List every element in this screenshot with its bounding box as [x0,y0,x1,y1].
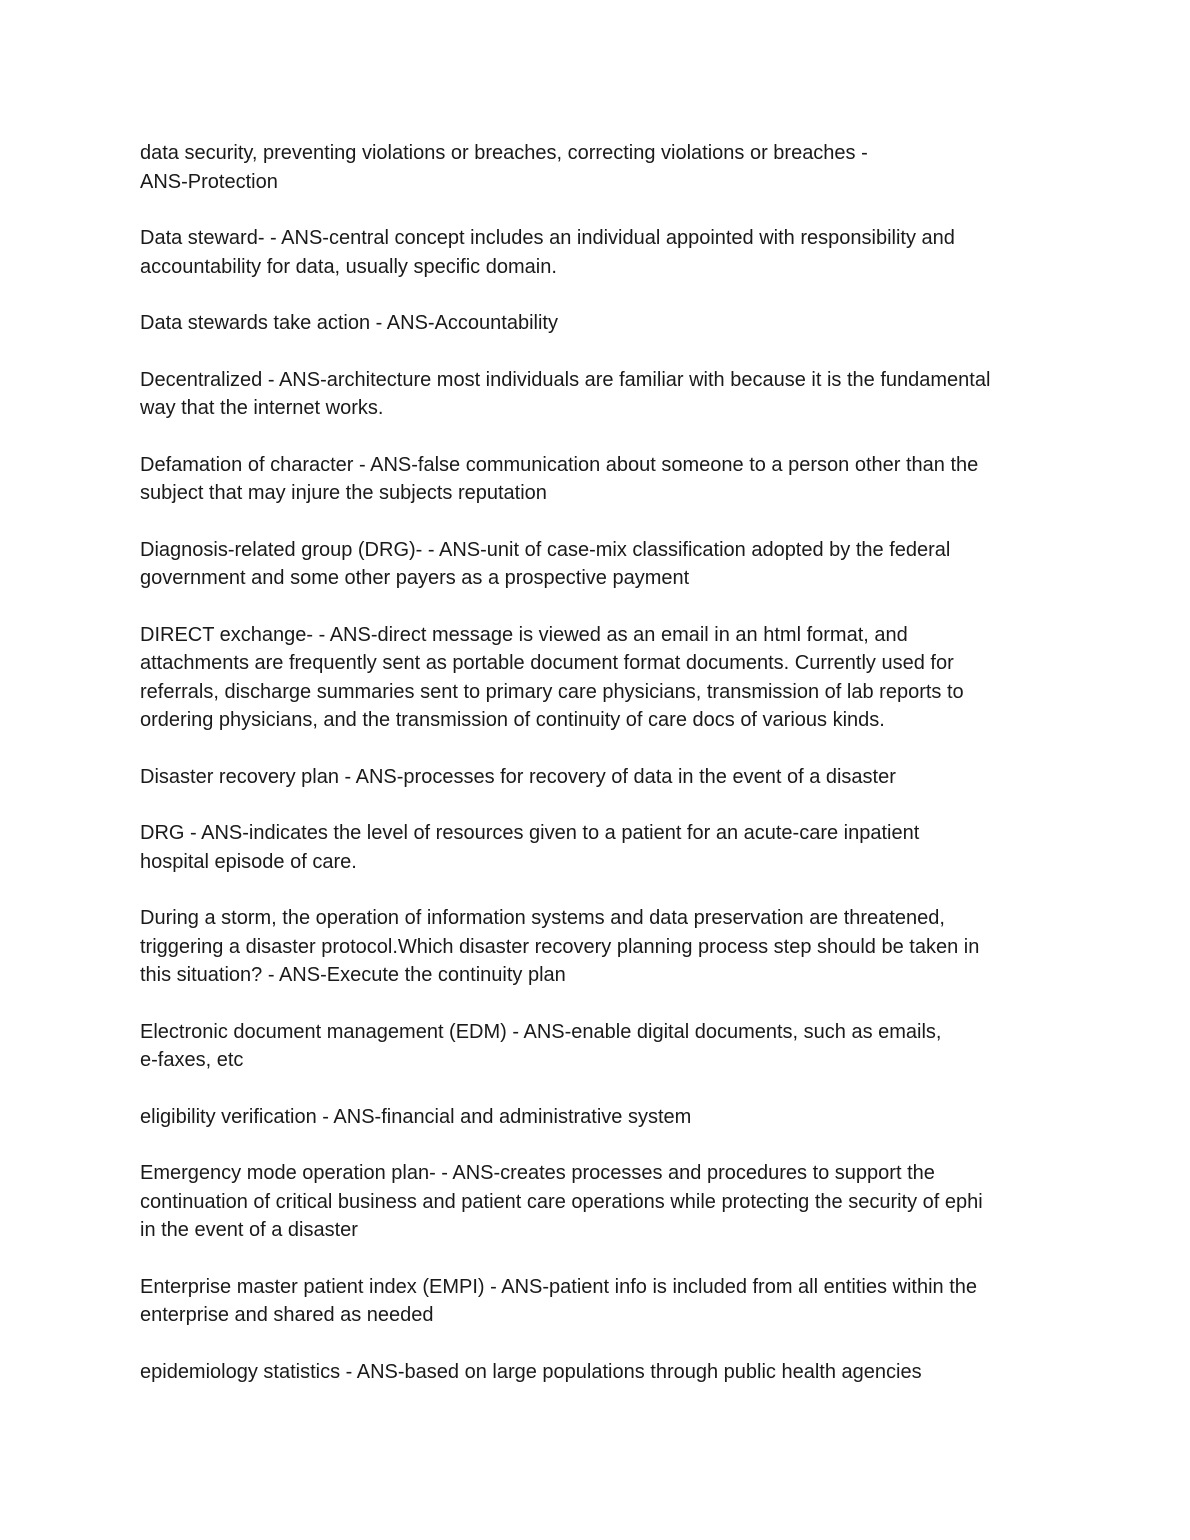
glossary-entry-defamation: Defamation of character - ANS-false communication about someone to a person other than the subject that may injure the subjects reputation [140,453,979,504]
glossary-entry-storm-question: During a storm, the operation of information systems and data preservation are threatened, triggering a disaster protocol.Which disaster recovery planning process step should be taken in this situation? - ANS-Execute the continuity plan [140,907,980,986]
glossary-entry-epidemiology-statistics: epidemiology statistics - ANS-based on large populations through public health agencies [140,1360,922,1383]
glossary-entry-decentralized: Decentralized - ANS-architecture most individuals are familiar with because it is the fundamental way that the internet works. [140,368,991,419]
glossary-entry-data-steward: Data steward- - ANS-central concept includes an individual appointed with responsibility and accountability for data, usually specific domain. [140,227,955,278]
glossary-entry-empi: Enterprise master patient index (EMPI) - ANS-patient info is included from all entities within the enterprise and shared as needed [140,1275,978,1326]
glossary-entry-emergency-mode-plan: Emergency mode operation plan- - ANS-creates processes and procedures to support the continuation of critical business and patient care operations while protecting the security of ephi in the event of a disaster [140,1162,983,1241]
glossary-entry-data-stewards-action: Data stewards take action - ANS-Accountability [140,312,558,334]
glossary-entry-edm: Electronic document management (EDM) - ANS-enable digital documents, such as emails, e-faxes, etc [140,1020,942,1071]
glossary-entry-protection: data security, preventing violations or breaches, correcting violations or breaches - ANS-Protection [140,142,868,193]
glossary-entry-direct-exchange: DIRECT exchange- - ANS-direct message is viewed as an email in an html format, and attachments are frequently sent as portable document format documents. Currently used for referrals, discharge summaries sent to primary care physicians, transmission of lab reports to ordering physicians, and the transmission of continuity of care docs of various kinds. [140,623,964,731]
glossary-entry-drg-definition: Diagnosis-related group (DRG)- - ANS-unit of case-mix classification adopted by the federal government and some other payers as a prospective payment [140,538,951,589]
document-body [140,139,1055,1414]
glossary-entry-disaster-recovery-plan: Disaster recovery plan - ANS-processes for recovery of data in the event of a disaster [140,765,896,788]
glossary-entry-eligibility-verification: eligibility verification - ANS-financial and administrative system [140,1105,692,1128]
glossary-entry-drg-resources: DRG - ANS-indicates the level of resources given to a patient for an acute-care inpatient hospital episode of care. [140,822,920,873]
